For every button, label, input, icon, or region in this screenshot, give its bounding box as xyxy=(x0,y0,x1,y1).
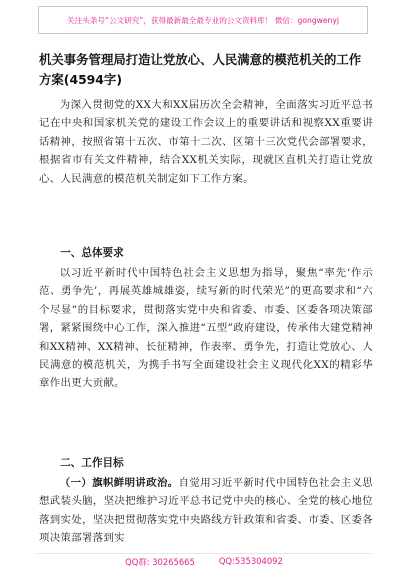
footer-divider xyxy=(36,553,372,554)
section-heading-work-goals: 二、工作目标 xyxy=(60,457,124,469)
item-1-paragraph xyxy=(39,474,373,548)
intro-paragraph: 为深入贯彻党的XX大和XX届历次全会精神，全面落实习近平总书记在中央和国家机关党的建设工作会议上的重要讲话和视察XX重要讲话精神，按照省第十五次、市第十二次、区第十三次党代会部署要求，根据省市有关文件精神，结合XX机关实际，现就区直机关打造让党放心、人民满意的模范机关制定如下工作方案。 xyxy=(39,99,373,185)
section-1-paragraph: 以习近平新时代中国特色社会主义思想为指导，聚焦“率先‘作示范、勇争先’，再展英雄城雄姿，续写新的时代荣光”的更高要求和“六个尽显”的目标要求，贯彻落实党中央和省委、市委、区委各项决策部署，紧紧围绕中心工作，深入推进“五型”政府建设，传承伟大建党精神和XX精神、XX精神、长征精神，作表率、勇争先，打造让党放心、人民满意的模范机关，为携手书写全面建设社会主义现代化XX的精彩华章作出更大贡献。 xyxy=(39,267,373,390)
footer xyxy=(0,556,408,572)
banner-text: 关注头条号“公文研究”，获得最新最全最专业的公文资料库！ 微信：gongwenyj xyxy=(67,15,339,25)
item-1-text: 自觉用习近平新时代中国特色社会主义思想武装头脑，坚决把维护习近平总书记党中央的核心、全党的核心地位落到实处，坚决把贯彻落实党中央路线方针政策和省委、市委、区委各项决策部署落到实 xyxy=(39,477,373,545)
header-banner xyxy=(38,6,368,34)
section-heading-overall-requirements: 一、总体要求 xyxy=(60,247,124,259)
document-title: 机关事务管理局打造让党放心、人民满意的模范机关的工作方案(4594字) xyxy=(39,52,362,87)
footer-qq-group: QQ群: 30265665 xyxy=(125,557,195,567)
item-1-label: （一）旗帜鲜明讲政治。 xyxy=(59,477,179,489)
footer-qq: QQ:535304092 xyxy=(218,556,283,566)
